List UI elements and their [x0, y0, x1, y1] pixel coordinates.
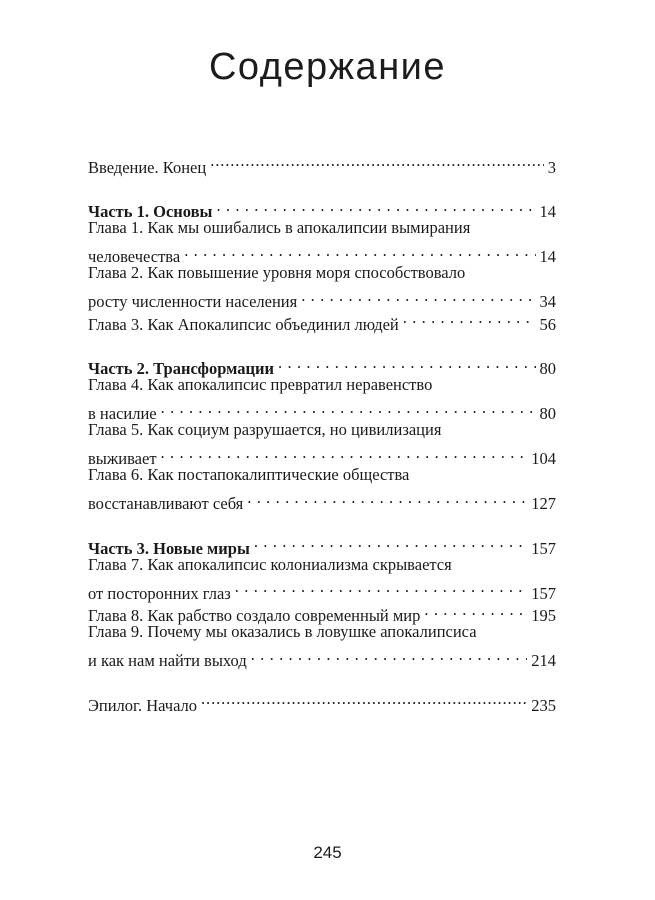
dot-leader — [216, 195, 535, 218]
toc-chapter-5-line1: Глава 5. Как социум разрушается, но цивилизация — [88, 420, 442, 439]
toc-chapter-6-line1: Глава 6. Как постапокалиптические общества — [88, 465, 410, 484]
toc-chapter-title-cont: восстанавливают себя — [88, 494, 244, 513]
dot-leader — [254, 531, 527, 554]
toc-chapter-2 — [88, 285, 556, 311]
dot-leader — [161, 397, 536, 420]
toc-chapter-9-line1: Глава 9. Почему мы оказались в ловушке апокалипсиса — [88, 622, 477, 641]
toc-chapter-page: 104 — [531, 449, 556, 468]
toc-chapter-title-cont: росту численности населения — [88, 292, 298, 311]
toc-part-title: Часть 3. Новые миры — [88, 538, 250, 558]
toc-part-3 — [88, 531, 556, 558]
toc-entry-intro — [88, 150, 556, 177]
toc-entry-page: 235 — [531, 695, 556, 715]
toc-chapter-1 — [88, 240, 556, 266]
toc-entry-epilogue — [88, 688, 556, 715]
dot-leader — [247, 487, 527, 510]
toc-entry-title: Введение. Конец — [88, 157, 207, 177]
dot-leader — [403, 307, 536, 330]
toc-chapter-page: 195 — [531, 606, 556, 625]
toc-chapter-page: 157 — [531, 583, 556, 603]
toc-part-title: Часть 1. Основы — [88, 202, 213, 221]
toc-chapter-7 — [88, 576, 556, 603]
toc-chapter-title: Глава 8. Как рабство создало современный мир — [88, 606, 421, 625]
toc-part-page: 14 — [539, 202, 556, 221]
toc-chapter-title-cont: в насилие — [88, 404, 157, 423]
toc-part-2 — [88, 352, 556, 378]
toc-chapter-page: 214 — [531, 651, 556, 670]
toc-chapter-page: 14 — [539, 247, 556, 266]
dot-leader — [235, 576, 527, 599]
dot-leader — [210, 150, 544, 173]
toc-chapter-title-cont: от посторонних глаз — [88, 583, 231, 603]
toc-chapter-title-cont: человечества — [88, 247, 181, 266]
dot-leader — [278, 352, 535, 375]
page-number: 245 — [313, 843, 342, 862]
toc-chapter-page: 127 — [531, 494, 556, 513]
toc-part-page: 157 — [531, 538, 556, 558]
dot-leader — [251, 644, 528, 667]
toc-chapter-6 — [88, 487, 556, 513]
toc-part-1 — [88, 195, 556, 221]
toc-chapter-title-cont: выживает — [88, 449, 157, 468]
toc-chapter-title: Глава 3. Как Апокалипсис объединил людей — [88, 314, 399, 334]
toc-chapter-page: 56 — [539, 314, 556, 334]
toc-chapter-1-line1: Глава 1. Как мы ошибались в апокалипсии вымирания — [88, 218, 471, 237]
dot-leader — [201, 688, 527, 711]
toc-chapter-page: 34 — [539, 292, 556, 311]
toc-chapter-4 — [88, 397, 556, 423]
toc-part-page: 80 — [539, 359, 556, 378]
page-title: Содержание — [208, 46, 447, 88]
toc-chapter-4-line1: Глава 4. Как апокалипсис превратил неравенство — [88, 375, 433, 394]
dot-leader — [301, 285, 535, 308]
toc-chapter-2-line1: Глава 2. Как повышение уровня моря способствовало — [88, 263, 466, 282]
toc-part-title: Часть 2. Трансформации — [88, 359, 275, 378]
toc-chapter-5 — [88, 442, 556, 468]
dot-leader — [424, 599, 527, 622]
toc-entry-page: 3 — [547, 157, 556, 177]
toc-chapter-7-line1: Глава 7. Как апокалипсис колониализма скрывается — [88, 554, 452, 574]
toc-chapter-9 — [88, 644, 556, 670]
dot-leader — [184, 240, 535, 263]
toc-chapter-page: 80 — [539, 404, 556, 423]
toc-chapter-title-cont: и как нам найти выход — [88, 651, 247, 670]
dot-leader — [161, 442, 528, 465]
table-of-contents — [88, 150, 556, 715]
toc-entry-title: Эпилог. Начало — [88, 695, 198, 715]
